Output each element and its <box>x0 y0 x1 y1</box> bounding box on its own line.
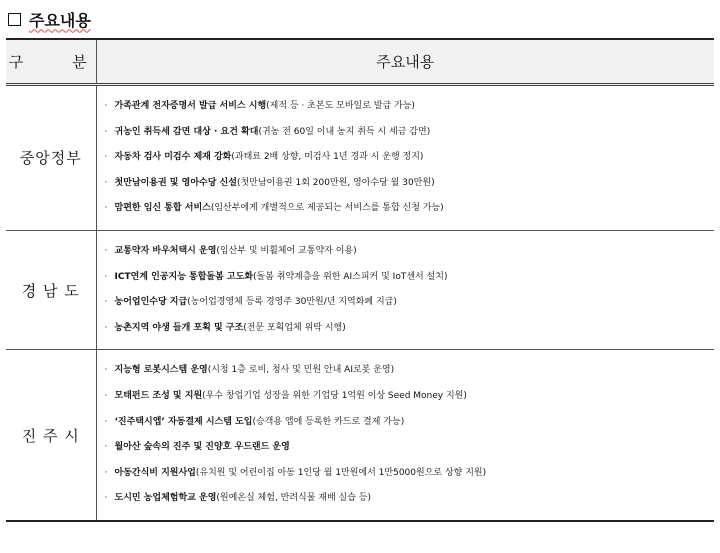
list-item: · 교통약자 바우처택시 운영(임산부 및 비휠체어 교통약자 이용) <box>104 245 357 256</box>
section-row-central-gov <box>6 85 714 231</box>
list-item: · 도시민 농업체험학교 운영(원예온실 체험, 반려식물 재배 실습 등) <box>104 493 372 504</box>
list-item: · ‘진주택시앱’ 자동결제 시스템 도입(승객용 앱에 등록한 카드로 결제 가능) <box>104 416 405 427</box>
section-category: 중앙정부 <box>6 85 96 231</box>
list-item: · ICT연계 인공지능 통합돌봄 고도화(돌봄 취약계층을 위한 AI스피커 및 IoT센서 설치) <box>104 271 448 282</box>
list-item: · 모태펀드 조성 및 지원(우수 창업기업 성장을 위한 기업당 1억원 이상 Seed Money 지원) <box>104 390 467 401</box>
list-item: · 자동차 검사 미검수 제재 강화(과태료 2배 상향, 미검사 1년 경과 시 운행 정지) <box>104 152 424 163</box>
section-category: 진 주 시 <box>6 350 96 521</box>
list-item: · 맘편한 임신 통합 서비스(임산부에게 개별적으로 제공되는 서비스를 통합 신청 가능) <box>104 203 444 214</box>
list-item: · 농어업인수당 지급(농어업경영체 등록 경영주 30만원/년 지역화폐 지급) <box>104 297 397 308</box>
item-list <box>97 231 715 349</box>
list-item: · 월아산 숲속의 진주 및 진양호 우드랜드 운영 <box>104 442 290 453</box>
section-category: 경 남 도 <box>6 230 96 349</box>
section-row-jinju <box>6 350 714 521</box>
list-item: · 귀농인 취득세 감면 대상 · 요건 확대(귀농 전 60일 이내 농지 취득 시 세금 감면) <box>104 126 431 137</box>
header-content: 주요내용 <box>96 39 714 85</box>
list-item: · 지능형 로봇시스템 운영(시청 1층 로비, 청사 및 민원 안내 AI로봇 운영) <box>104 365 395 376</box>
heading-text: 주요내용 <box>29 10 91 30</box>
checkbox-square-icon <box>8 13 21 26</box>
section-row-gyeongnam <box>6 230 714 349</box>
table-header-row <box>6 39 714 85</box>
list-item: · 아동간식비 지원사업(유치원 및 어린이집 아동 1인당 월 1만원에서 1만5000원으로 상향 지원) <box>104 467 487 478</box>
item-list <box>97 86 715 230</box>
policy-table <box>6 38 714 522</box>
list-item: · 가족관계 전자증명서 발급 서비스 시행(제적 등 · 초본도 모바일로 발급 가능) <box>104 101 415 111</box>
section-heading <box>8 8 91 30</box>
list-item: · 첫만남이용권 및 영아수당 신설(첫만남이용권 1회 200만원, 영아수당 월 30만원) <box>104 177 435 188</box>
list-item: · 농촌지역 야생 들개 포획 및 구조(전문 포획업체 위탁 시행) <box>104 322 346 333</box>
header-category: 구 분 <box>6 39 96 85</box>
item-list <box>97 350 715 520</box>
